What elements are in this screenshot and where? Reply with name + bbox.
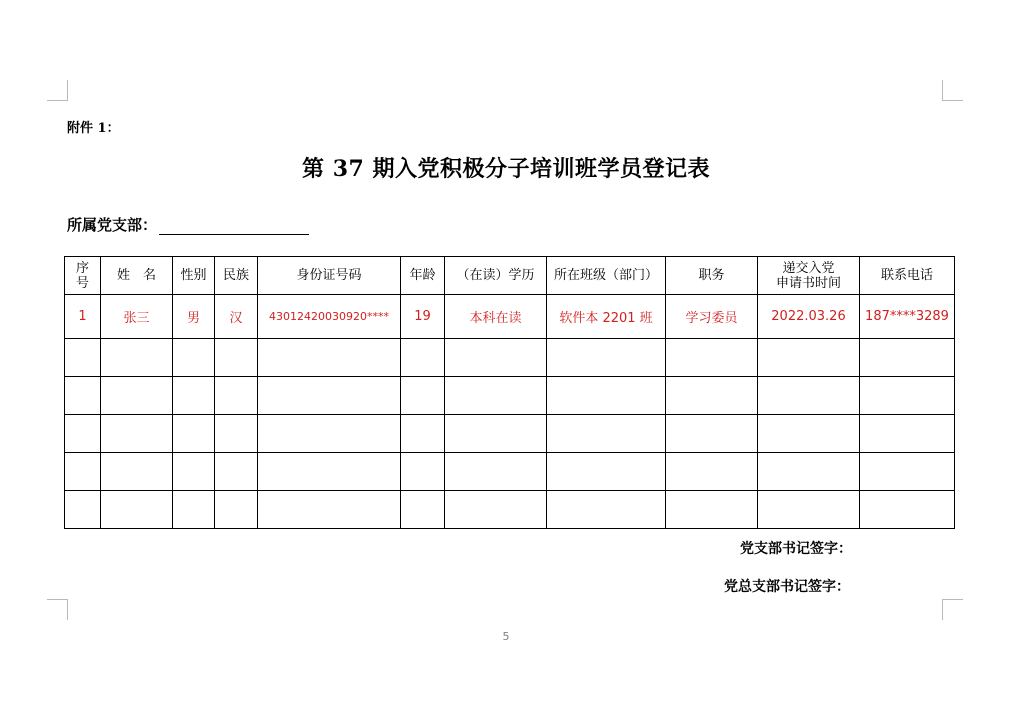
table-cell[interactable] [215,415,258,453]
table-cell[interactable] [547,491,666,529]
table-cell[interactable] [401,415,445,453]
table-cell[interactable] [758,339,860,377]
table-row [65,295,955,339]
table-cell[interactable] [445,453,547,491]
cell-gender[interactable]: 男 [173,295,215,339]
table-cell[interactable] [258,491,401,529]
table-cell[interactable] [65,415,101,453]
cell-ethnicity[interactable]: 汉 [215,295,258,339]
table-cell[interactable] [65,377,101,415]
cell-name[interactable]: 张三 [101,295,173,339]
table-cell[interactable] [758,377,860,415]
document-title: 第 37 期入党积极分子培训班学员登记表 [302,156,710,182]
cell-class-department[interactable]: 软件本 2201 班 [547,295,666,339]
table-cell[interactable] [215,377,258,415]
table-cell[interactable] [666,377,758,415]
table-cell[interactable] [547,339,666,377]
page-number: 5 [502,630,510,643]
table-header-row [65,257,955,295]
table-cell[interactable] [215,453,258,491]
table-cell[interactable] [173,415,215,453]
table-cell[interactable] [101,415,173,453]
table-cell[interactable] [258,377,401,415]
table-cell[interactable] [401,453,445,491]
party-branch-blank[interactable] [159,216,309,235]
table-cell[interactable] [445,415,547,453]
table-cell[interactable] [401,377,445,415]
cell-position[interactable]: 学习委员 [666,295,758,339]
table-cell[interactable] [65,339,101,377]
table-cell[interactable] [860,377,955,415]
table-row [65,453,955,491]
registration-table [64,256,955,529]
table-cell[interactable] [758,491,860,529]
header-education: （在读）学历 [445,257,547,295]
header-class-department: 所在班级（部门） [547,257,666,295]
attachment-label: 附件 1： [67,121,120,136]
header-serial-number: 序 号 [65,257,101,295]
party-branch-field [67,214,309,235]
table-row [65,377,955,415]
table-cell[interactable] [215,491,258,529]
table-cell[interactable] [401,491,445,529]
header-phone: 联系电话 [860,257,955,295]
table-cell[interactable] [666,453,758,491]
table-row [65,491,955,529]
table-cell[interactable] [101,339,173,377]
header-application-date: 递交入党 申请书时间 [758,257,860,295]
crop-mark-bottom-left [47,599,68,620]
table-cell[interactable] [173,339,215,377]
crop-mark-top-left [47,80,68,101]
table-cell[interactable] [666,415,758,453]
header-ethnicity: 民族 [215,257,258,295]
table-cell[interactable] [65,491,101,529]
table-cell[interactable] [65,453,101,491]
table-cell[interactable] [173,453,215,491]
header-id-number: 身份证号码 [258,257,401,295]
cell-application-date[interactable]: 2022.03.26 [758,295,860,339]
crop-mark-bottom-right [942,599,963,620]
table-cell[interactable] [666,339,758,377]
header-name: 姓 名 [101,257,173,295]
table-cell[interactable] [547,453,666,491]
cell-education[interactable]: 本科在读 [445,295,547,339]
header-age: 年龄 [401,257,445,295]
branch-secretary-signature-label: 党支部书记签字： [740,541,852,557]
table-cell[interactable] [758,415,860,453]
header-position: 职务 [666,257,758,295]
cell-phone[interactable]: 187****3289 [860,295,955,339]
cell-id-number[interactable]: 43012420030920**** [258,295,401,339]
table-cell[interactable] [101,377,173,415]
table-cell[interactable] [258,339,401,377]
table-cell[interactable] [215,339,258,377]
table-cell[interactable] [101,453,173,491]
table-cell[interactable] [547,415,666,453]
table-cell[interactable] [860,415,955,453]
table-cell[interactable] [258,453,401,491]
general-branch-secretary-signature-label: 党总支部书记签字： [724,579,850,595]
table-cell[interactable] [173,491,215,529]
table-cell[interactable] [101,491,173,529]
table-row [65,339,955,377]
cell-serial-number[interactable]: 1 [65,295,101,339]
cell-age[interactable]: 19 [401,295,445,339]
table-cell[interactable] [860,339,955,377]
party-branch-label: 所属党支部： [67,216,158,234]
table-cell[interactable] [758,453,860,491]
table-cell[interactable] [173,377,215,415]
table-cell[interactable] [258,415,401,453]
table-cell[interactable] [860,453,955,491]
table-cell[interactable] [547,377,666,415]
table-row [65,415,955,453]
table-cell[interactable] [860,491,955,529]
table-cell[interactable] [401,339,445,377]
table-cell[interactable] [445,491,547,529]
table-cell[interactable] [445,377,547,415]
crop-mark-top-right [942,80,963,101]
header-gender: 性别 [173,257,215,295]
table-cell[interactable] [666,491,758,529]
table-cell[interactable] [445,339,547,377]
